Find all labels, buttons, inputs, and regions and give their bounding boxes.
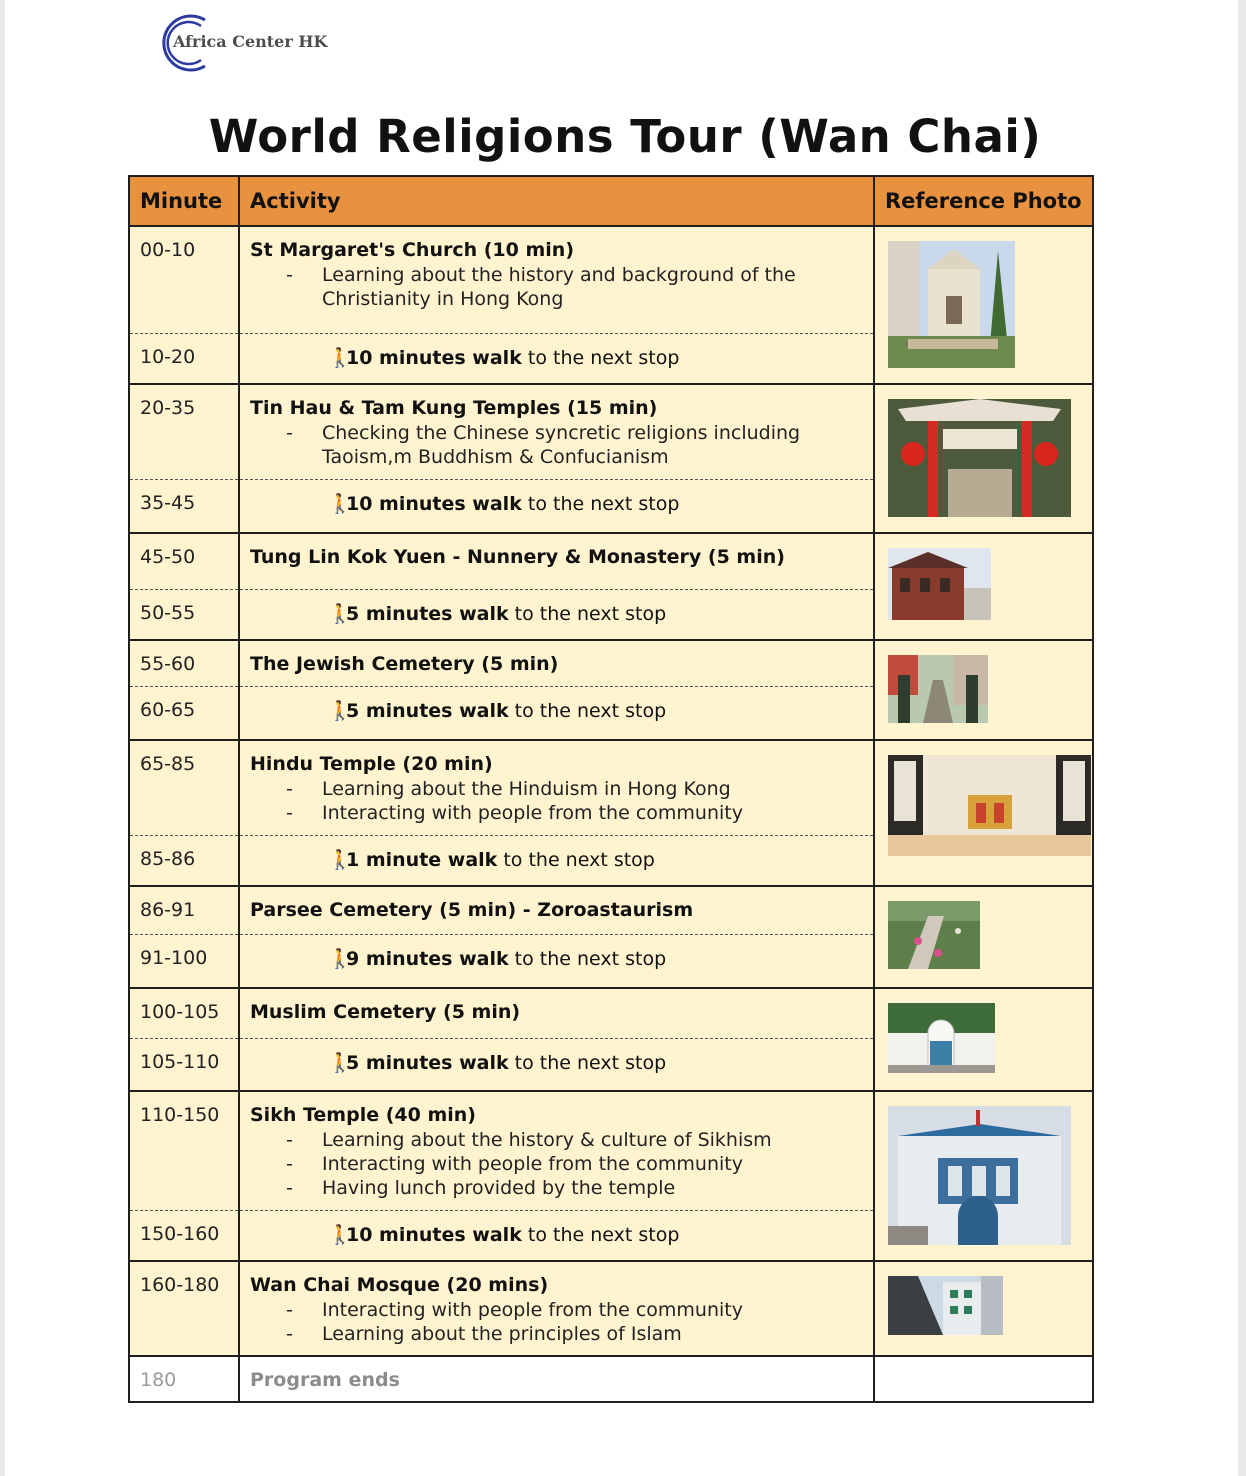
table-row — [129, 1261, 1093, 1356]
walking-person-icon: 🚶 — [328, 346, 352, 369]
minute-cell: 150-160 — [129, 1210, 239, 1261]
walking-person-icon: 🚶 — [328, 699, 352, 722]
walk-cell: 🚶1 minute walk to the next stop — [239, 835, 874, 886]
activity-cell — [239, 1261, 874, 1356]
minute-cell: 86-91 — [129, 886, 239, 934]
walk-cell: 🚶5 minutes walk to the next stop — [239, 1038, 874, 1091]
photo-header: Reference Photo — [874, 176, 1093, 226]
walk-cell: 🚶10 minutes walk to the next stop — [239, 333, 874, 384]
photo-cell — [874, 1356, 1093, 1402]
table-row — [129, 1356, 1093, 1402]
minute-cell: 85-86 — [129, 835, 239, 886]
list-item: - Learning about the principles of Islam — [250, 1322, 873, 1346]
stop-title: St Margaret's Church (10 min) — [250, 239, 575, 261]
minute-cell: 60-65 — [129, 686, 239, 740]
activity-cell — [239, 1091, 874, 1210]
list-item: - Interacting with people from the community — [250, 1298, 873, 1322]
monastery-photo — [888, 548, 991, 620]
photo-cell — [874, 1261, 1093, 1356]
activity-cell — [239, 740, 874, 835]
activity-cell — [239, 640, 874, 686]
minute-cell: 160-180 — [129, 1261, 239, 1356]
minute-cell: 10-20 — [129, 333, 239, 384]
mosque-photo — [888, 1276, 1003, 1335]
activity-cell — [239, 533, 874, 589]
table-row — [129, 226, 1093, 333]
photo-cell — [874, 533, 1093, 640]
parsee-cemetery-photo — [888, 901, 980, 969]
logo-text: Africa Center HK — [173, 32, 328, 51]
minute-cell: 00-10 — [129, 226, 239, 333]
walking-person-icon: 🚶 — [328, 1051, 352, 1074]
sikh-temple-photo — [888, 1106, 1071, 1245]
photo-cell — [874, 226, 1093, 384]
photo-cell — [874, 886, 1093, 988]
walk-cell: 🚶10 minutes walk to the next stop — [239, 479, 874, 533]
bullet-list — [250, 263, 873, 311]
minute-cell: 20-35 — [129, 384, 239, 479]
stop-title: Wan Chai Mosque (20 mins) — [250, 1274, 549, 1296]
walk-cell: 🚶5 minutes walk to the next stop — [239, 589, 874, 640]
minute-cell: 35-45 — [129, 479, 239, 533]
minute-cell: 180 — [129, 1356, 239, 1402]
photo-cell — [874, 988, 1093, 1091]
list-item: - Interacting with people from the community — [250, 801, 873, 825]
stop-title: The Jewish Cemetery (5 min) — [250, 653, 559, 675]
program-end-label: Program ends — [250, 1369, 400, 1391]
schedule-table — [128, 175, 1094, 1403]
table-row — [129, 640, 1093, 686]
church-photo — [888, 241, 1015, 368]
table-header-row — [129, 176, 1093, 226]
photo-cell — [874, 384, 1093, 533]
list-item: - Having lunch provided by the temple — [250, 1176, 873, 1200]
table-row — [129, 1091, 1093, 1210]
list-item: - Checking the Chinese syncretic religions including Taoism,m Buddhism & Confucianism — [250, 421, 873, 469]
jewish-cemetery-photo — [888, 655, 988, 723]
stop-title: Hindu Temple (20 min) — [250, 753, 493, 775]
africa-center-logo — [155, 12, 355, 72]
bullet-list — [250, 1128, 873, 1200]
minute-cell: 55-60 — [129, 640, 239, 686]
photo-cell — [874, 1091, 1093, 1261]
walking-person-icon: 🚶 — [328, 1223, 352, 1246]
minute-cell: 65-85 — [129, 740, 239, 835]
bullet-list — [250, 421, 873, 469]
stop-title: Tung Lin Kok Yuen - Nunnery & Monastery (5 min) — [250, 546, 785, 568]
temple-gate-photo — [888, 399, 1071, 517]
stop-title: Sikh Temple (40 min) — [250, 1104, 476, 1126]
minute-cell: 105-110 — [129, 1038, 239, 1091]
bullet-list — [250, 1298, 873, 1346]
activity-cell — [239, 1356, 874, 1402]
activity-cell — [239, 988, 874, 1038]
page-title: World Religions Tour (Wan Chai) — [208, 110, 1042, 163]
document-page — [5, 0, 1238, 1476]
minute-cell: 91-100 — [129, 934, 239, 988]
walking-person-icon: 🚶 — [328, 848, 352, 871]
walk-cell: 🚶9 minutes walk to the next stop — [239, 934, 874, 988]
walking-person-icon: 🚶 — [328, 492, 352, 515]
list-item: - Interacting with people from the community — [250, 1152, 873, 1176]
table-row — [129, 886, 1093, 934]
list-item: - Learning about the history & culture of Sikhism — [250, 1128, 873, 1152]
walk-cell: 🚶5 minutes walk to the next stop — [239, 686, 874, 740]
activity-cell — [239, 226, 874, 333]
minute-cell: 50-55 — [129, 589, 239, 640]
table-row — [129, 384, 1093, 479]
activity-cell — [239, 886, 874, 934]
stop-title: Muslim Cemetery (5 min) — [250, 1001, 521, 1023]
minute-cell: 45-50 — [129, 533, 239, 589]
table-row — [129, 740, 1093, 835]
hindu-temple-photo — [888, 755, 1091, 856]
minute-header: Minute — [129, 176, 239, 226]
walk-cell: 🚶10 minutes walk to the next stop — [239, 1210, 874, 1261]
stop-title: Tin Hau & Tam Kung Temples (15 min) — [250, 397, 658, 419]
minute-cell: 110-150 — [129, 1091, 239, 1210]
table-row — [129, 533, 1093, 589]
walking-person-icon: 🚶 — [328, 947, 352, 970]
stop-title: Parsee Cemetery (5 min) - Zoroastaurism — [250, 899, 694, 921]
activity-header: Activity — [239, 176, 874, 226]
activity-cell — [239, 384, 874, 479]
photo-cell — [874, 640, 1093, 740]
muslim-cemetery-photo — [888, 1003, 995, 1073]
bullet-list — [250, 777, 873, 825]
table-row — [129, 988, 1093, 1038]
list-item: - Learning about the history and background of the Christianity in Hong Kong — [250, 263, 873, 311]
walking-person-icon: 🚶 — [328, 602, 352, 625]
minute-cell: 100-105 — [129, 988, 239, 1038]
list-item: - Learning about the Hinduism in Hong Kong — [250, 777, 873, 801]
photo-cell — [874, 740, 1093, 886]
